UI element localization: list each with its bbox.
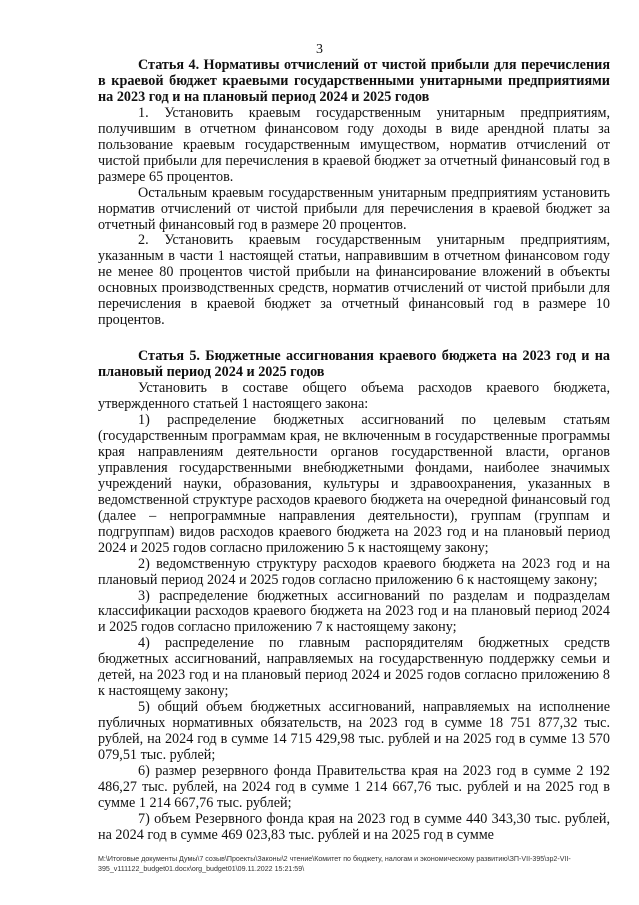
document-body bbox=[98, 58, 610, 844]
section-spacer bbox=[98, 329, 610, 349]
article-5-paragraph: Установить в составе общего объема расходов краевого бюджета, утвержденного статьей 1 настоящего закона: bbox=[98, 380, 610, 413]
page-number: 3 bbox=[316, 42, 323, 57]
article-5-heading: Статья 5. Бюджетные ассигнования краевого бюджета на 2023 год и на плановый период 2024 и 2025 годов bbox=[98, 348, 610, 381]
article-4-paragraph: 1. Установить краевым государственным унитарным предприятиям, получившим в отчетном финансовом году доходы в виде арендной платы за пользование краевым государственным имуществом, норматив отчислений от чистой прибыли для перечисления в краевой бюджет за отчетный финансовый год в размере 65 процентов. bbox=[98, 104, 610, 185]
footer-file-path: M:\Итоговые документы Думы\7 созыв\Проекты\Законы\2 чтение\Комитет по бюджету, налогам и экономическому развитию\ЗП-VII-395\зр2-VII-395_v111122_budget01.docx\org_budget01\09.11.2022 15:21:59\ bbox=[98, 855, 571, 873]
article-5 bbox=[98, 349, 610, 844]
article-5-item: 4) распределение по главным распорядителям бюджетных средств бюджетных ассигнований, направляемых на государственную поддержку семьи и детей, на 2023 год и на плановый период 2024 и 2025 годов согласно приложению 8 к настоящему закону; bbox=[98, 635, 610, 700]
article-4-paragraph: Остальным краевым государственным унитарным предприятиям установить норматив отчислений от чистой прибыли для перечисления в краевой бюджет за отчетный финансовый год в размере 20 процентов. bbox=[98, 184, 610, 233]
article-5-item: 3) распределение бюджетных ассигнований по разделам и подразделам классификации расходов краевого бюджета на 2023 год и на плановый период 2024 и 2025 годов согласно приложению 7 к настоящему закону; bbox=[98, 587, 610, 636]
article-5-item: 6) размер резервного фонда Правительства края на 2023 год в сумме 2 192 486,27 тыс. рублей, на 2024 год в сумме 1 214 667,76 тыс. рублей и на 2025 год в сумме 1 214 667,76 тыс. рублей; bbox=[98, 762, 610, 811]
article-5-item: 2) ведомственную структуру расходов краевого бюджета на 2023 год и на плановый период 2024 и 2025 годов согласно приложению 6 к настоящему закону; bbox=[98, 555, 610, 588]
article-4-heading: Статья 4. Нормативы отчислений от чистой прибыли для перечисления в краевой бюджет краевыми государственными унитарными предприятиями на 2023 год и на плановый период 2024 и 2025 годов bbox=[98, 57, 610, 105]
article-5-item: 1) распределение бюджетных ассигнований по целевым статьям (государственным программам края, не включенным в государственные программы края направлениям деятельности органов государственной власти, органов управления государственными внебюджетными фондами, наиболее значимых учреждений науки, образования, культуры и здравоохранения, указанных в ведомственной структуре расходов краевого бюджета на очередной финансовый год (далее – непрограммные направления деятельности), группам (группам и подгруппам) видов расходов краевого бюджета на 2023 год и на плановый период 2024 и 2025 годов согласно приложению 5 к настоящему закону; bbox=[98, 412, 610, 556]
article-5-item: 7) объем Резервного фонда края на 2023 год в сумме 440 343,30 тыс. рублей, на 2024 год в сумме 469 023,83 тыс. рублей и на 2025 год в сумме bbox=[98, 810, 610, 843]
article-5-item: 5) общий объем бюджетных ассигнований, направляемых на исполнение публичных нормативных обязательств, на 2023 год в сумме 18 751 877,32 тыс. рублей, на 2024 год в сумме 14 715 429,98 тыс. рублей и на 2025 год в сумме 13 570 079,51 тыс. рублей; bbox=[98, 699, 610, 764]
article-4-paragraph: 2. Установить краевым государственным унитарным предприятиям, указанным в части 1 настоящей статьи, направившим в отчетном финансовом году не менее 80 процентов чистой прибыли на финансирование вложений в объекты основных производственных средств, норматив отчислений от чистой прибыли для перечисления в краевой бюджет за отчетный финансовый год в размере 10 процентов. bbox=[98, 232, 610, 329]
article-4 bbox=[98, 58, 610, 329]
